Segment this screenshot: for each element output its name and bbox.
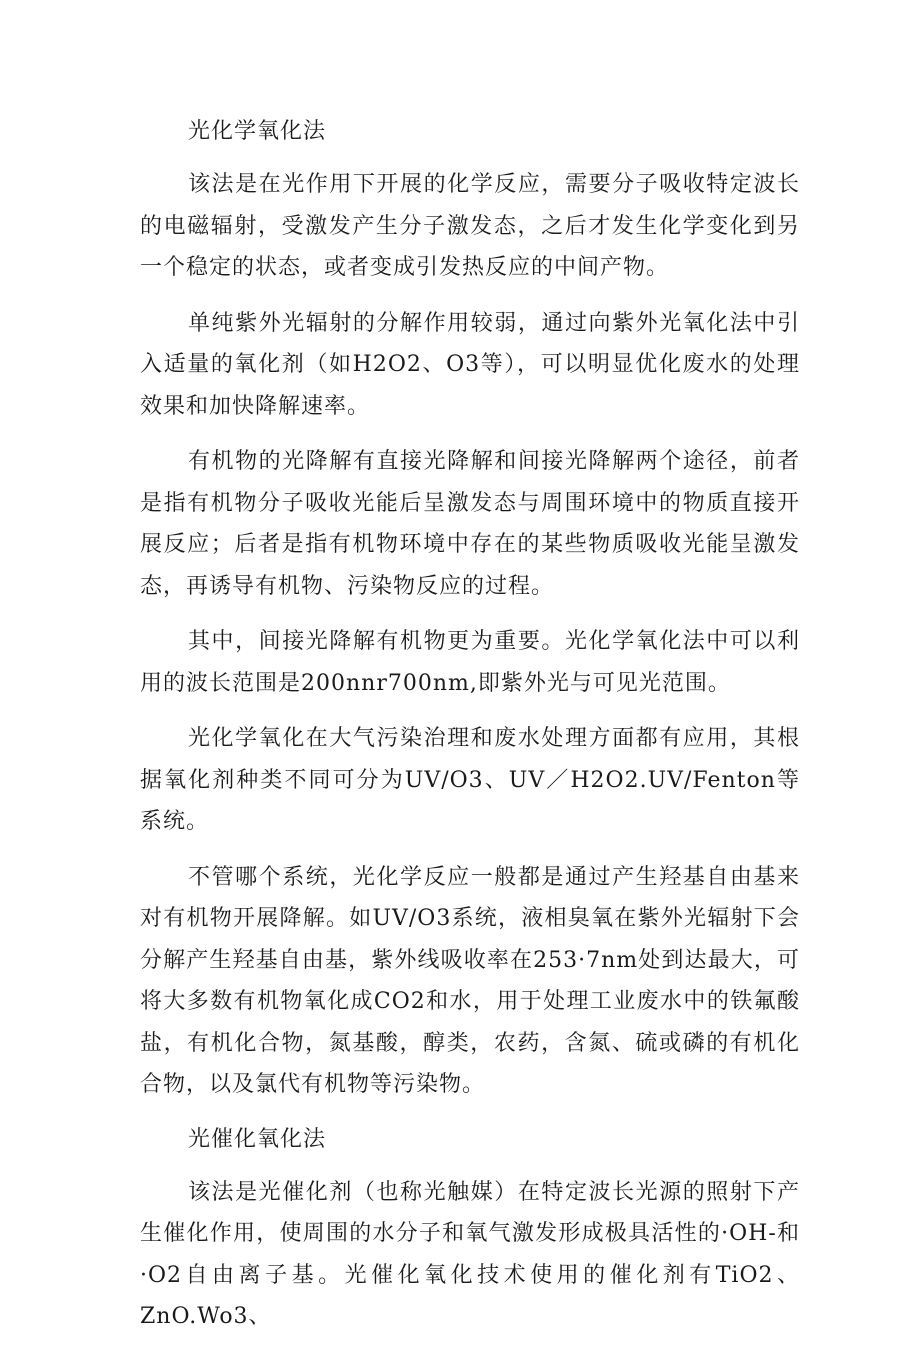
paragraph: 有机物的光降解有直接光降解和间接光降解两个途径，前者是指有机物分子吸收光能后呈激发态与周围环境中的物质直接开展反应；后者是指有机物环境中存在的某些物质吸收光能呈激发态，再诱导有机物、污染物反应的过程。 bbox=[140, 449, 800, 599]
paragraph: 该法是光催化剂（也称光触媒）在特定波长光源的照射下产生催化作用，使周围的水分子和氧气激发形成极具活性的·OH-和·O2自由离子基。光催化氧化技术使用的催化剂有TiO2、ZnO.Wo3、 bbox=[140, 1179, 800, 1329]
section-heading-photochemical-oxidation: 光化学氧化法 bbox=[188, 119, 327, 144]
paragraph: 其中，间接光降解有机物更为重要。光化学氧化法中可以利用的波长范围是200nnr700nm,即紫外光与可见光范围。 bbox=[140, 629, 800, 696]
section-heading-photocatalytic-oxidation: 光催化氧化法 bbox=[188, 1126, 327, 1152]
paragraph: 该法是在光作用下开展的化学反应，需要分子吸收特定波长的电磁辐射，受激发产生分子激发态，之后才发生化学变化到另一个稳定的状态，或者变成引发热反应的中间产物。 bbox=[140, 172, 800, 280]
paragraph: 单纯紫外光辐射的分解作用较弱，通过向紫外光氧化法中引入适量的氧化剂（如H2O2、O3等），可以明显优化废水的处理效果和加快降解速率。 bbox=[140, 310, 800, 419]
document-page bbox=[140, 112, 800, 1352]
paragraph: 光化学氧化在大气污染治理和废水处理方面都有应用，其根据氧化剂种类不同可分为UV/O3、UV／H2O2.UV/Fenton等系统。 bbox=[140, 726, 800, 834]
paragraph: 不管哪个系统，光化学反应一般都是通过产生羟基自由基来对有机物开展降解。如UV/O3系统，液相臭氧在紫外光辐射下会分解产生羟基自由基，紫外线吸收率在253·7nm处到达最大，可将大多数有机物氧化成CO2和水，用于处理工业废水中的铁氟酸盐，有机化合物，氮基酸，醇类，农药，含氮、硫或磷的有机化合物，以及氯代有机物等污染物。 bbox=[140, 864, 800, 1097]
